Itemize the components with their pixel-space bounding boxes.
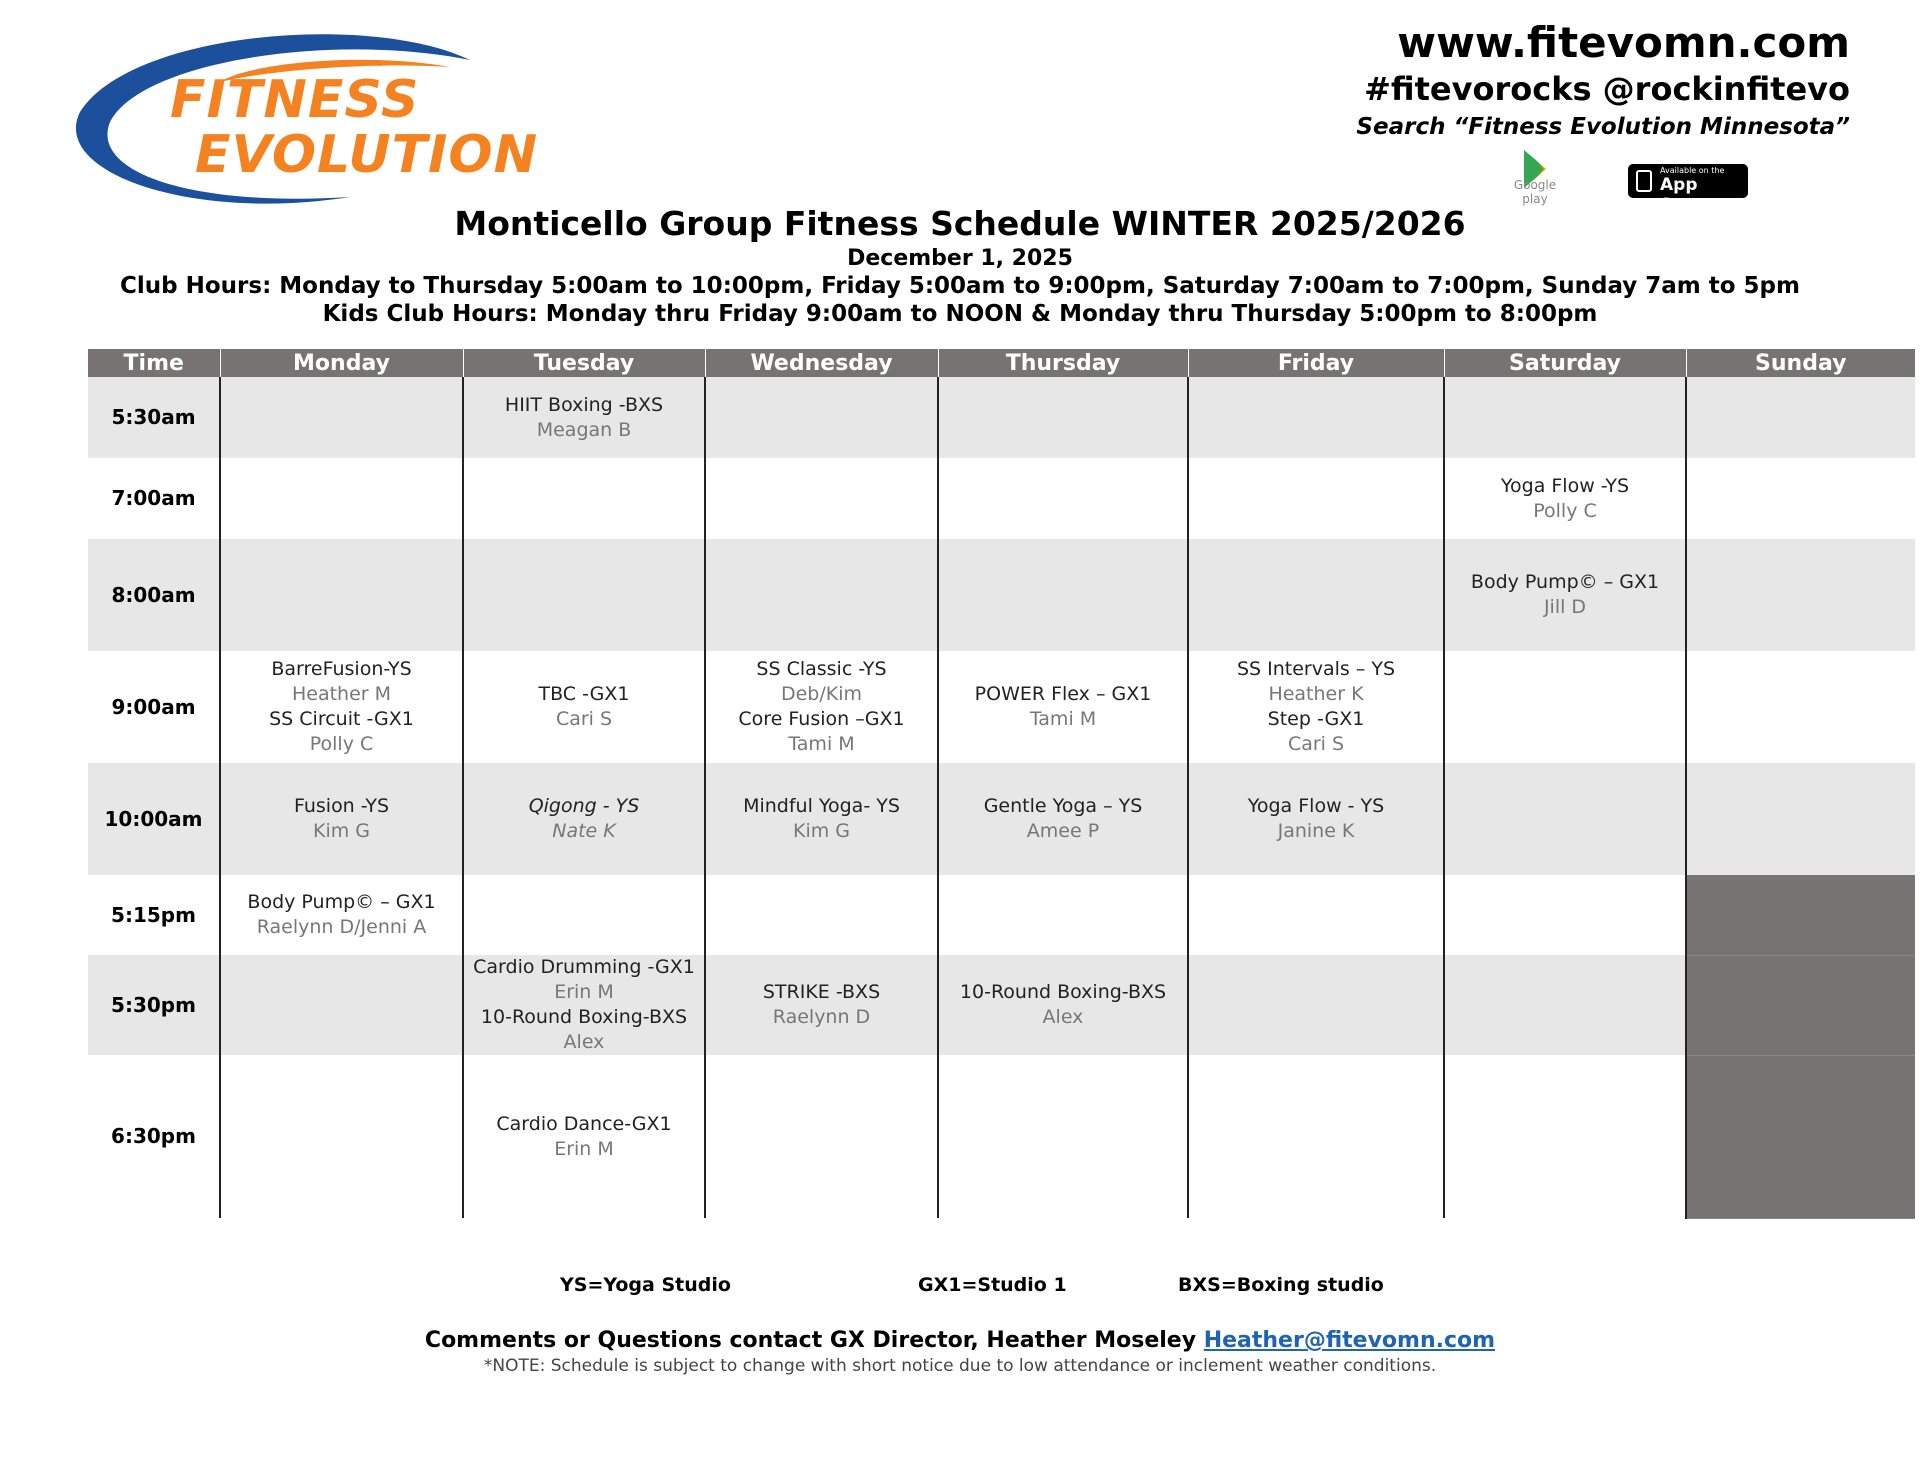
schedule-cell xyxy=(705,763,938,875)
instructor-name: Erin M xyxy=(554,1137,614,1160)
schedule-cell xyxy=(1444,651,1686,763)
column-header: Wednesday xyxy=(705,349,938,377)
instructor-name: Tami M xyxy=(1029,708,1097,730)
table-row xyxy=(88,763,1915,875)
table-row xyxy=(88,875,1915,955)
instructor-name: Amee P xyxy=(1026,820,1100,842)
schedule-cell xyxy=(220,377,463,458)
schedule-cell xyxy=(1686,875,1915,955)
time-cell: 5:15pm xyxy=(111,902,196,927)
schedule-table xyxy=(88,349,1915,1219)
schedule-cell xyxy=(1444,458,1686,539)
instructor-name: Tami M xyxy=(788,733,855,755)
schedule-cell xyxy=(463,458,705,539)
schedule-cell xyxy=(220,955,463,1055)
instructor-name: Janine K xyxy=(1277,820,1355,842)
schedule-cell xyxy=(1444,539,1686,651)
column-header: Time xyxy=(88,349,220,377)
schedule-cell xyxy=(463,377,705,458)
schedule-cell xyxy=(938,651,1188,763)
time-cell: 9:00am xyxy=(111,694,196,719)
class-name: 10-Round Boxing-BXS xyxy=(959,981,1167,1003)
phone-icon xyxy=(1636,170,1652,192)
table-row xyxy=(88,1055,1915,1218)
schedule-cell xyxy=(220,1055,463,1218)
schedule-note: *NOTE: Schedule is subject to change with short notice due to low attendance or inclement weather conditions. xyxy=(483,1356,1437,1376)
column-header: Saturday xyxy=(1444,349,1686,377)
column-header: Sunday xyxy=(1686,349,1915,377)
time-cell: 6:30pm xyxy=(111,1124,196,1148)
table-row xyxy=(88,458,1915,539)
schedule-cell xyxy=(705,955,938,1055)
website-url[interactable]: www.fitevomn.com xyxy=(1397,18,1850,67)
schedule-cell xyxy=(1444,377,1686,458)
class-name: Yoga Flow - YS xyxy=(1247,795,1385,817)
column-header: Friday xyxy=(1188,349,1444,377)
schedule-cell xyxy=(938,1055,1188,1218)
schedule-cell xyxy=(1686,651,1915,763)
class-name: BarreFusion-YS xyxy=(271,658,412,680)
class-name: Body Pump© – GX1 xyxy=(247,891,436,913)
schedule-cell xyxy=(1444,1055,1686,1218)
schedule-cell xyxy=(1686,377,1915,458)
class-name: SS Circuit -GX1 xyxy=(269,708,414,730)
column-header: Monday xyxy=(220,349,463,377)
class-name: 10-Round Boxing-BXS xyxy=(480,1006,688,1028)
instructor-name: Heather M xyxy=(291,683,392,705)
class-name: SS Intervals – YS xyxy=(1236,658,1396,680)
column-header: Thursday xyxy=(938,349,1188,377)
legend-boxing-studio: BXS=Boxing studio xyxy=(1178,1274,1384,1296)
kids-club-text: Monday thru Friday 9:00am to NOON & Monday thru Thursday 5:00pm to 8:00pm xyxy=(537,301,1598,327)
class-name: Fusion -YS xyxy=(293,795,390,817)
instructor-name: Meagan B xyxy=(536,418,632,441)
schedule-cell xyxy=(1188,955,1444,1055)
class-name: Core Fusion –GX1 xyxy=(738,708,905,730)
contact-text: Comments or Questions contact GX Director, Heather Moseley xyxy=(424,1328,1204,1353)
schedule-cell xyxy=(1188,377,1444,458)
schedule-cell xyxy=(1686,955,1915,1055)
time-cell: 5:30pm xyxy=(88,955,220,1055)
schedule-header-row xyxy=(88,349,1915,377)
class-name: Yoga Flow -YS xyxy=(1500,474,1630,497)
class-name: Step -GX1 xyxy=(1267,708,1365,730)
schedule-cell xyxy=(705,539,938,651)
google-play-label: Google play xyxy=(1513,178,1557,206)
time-cell: 10:00am xyxy=(88,763,220,875)
instructor-name: Cari S xyxy=(1287,733,1345,755)
app-store-badge[interactable] xyxy=(1628,164,1748,215)
schedule-cell xyxy=(1188,763,1444,875)
schedule-cell xyxy=(220,651,463,763)
class-name: TBC -GX1 xyxy=(538,683,630,705)
class-name: Body Pump© – GX1 xyxy=(1470,571,1660,593)
schedule-cell xyxy=(705,875,938,955)
column-header: Tuesday xyxy=(463,349,705,377)
class-name: Qigong - YS xyxy=(528,795,640,817)
schedule-cell xyxy=(1188,1055,1444,1218)
schedule-cell xyxy=(1188,539,1444,651)
schedule-cell xyxy=(1188,651,1444,763)
club-hours-text: Monday to Thursday 5:00am to 10:00pm, Friday 5:00am to 9:00pm, Saturday 7:00am to 7:00pm, Sunday 7am to 5pm xyxy=(271,273,1800,299)
instructor-name: Polly C xyxy=(1533,499,1597,522)
instructor-name: Erin M xyxy=(554,981,614,1003)
kids-club-label: Kids Club Hours: xyxy=(322,301,538,327)
class-name: Gentle Yoga – YS xyxy=(983,795,1143,817)
schedule-cell xyxy=(1188,875,1444,955)
instructor-name: Alex xyxy=(563,1031,605,1053)
instructor-name: Kim G xyxy=(792,820,850,842)
app-store-small-label: Available on the xyxy=(1660,166,1725,175)
schedule-cell xyxy=(220,539,463,651)
class-name: HIIT Boxing -BXS xyxy=(504,393,664,416)
schedule-cell xyxy=(1188,458,1444,539)
schedule-cell xyxy=(1686,763,1915,875)
contact-line xyxy=(0,1328,1920,1353)
logo-line-1: FITNESS xyxy=(170,70,420,130)
instructor-name: Deb/Kim xyxy=(780,683,863,705)
schedule-cell xyxy=(463,875,705,955)
table-row xyxy=(88,377,1915,458)
social-handles: #fitevorocks @rockinfitevo xyxy=(1364,70,1850,108)
schedule-cell xyxy=(938,539,1188,651)
contact-email-link[interactable]: Heather@fitevomn.com xyxy=(1203,1328,1496,1353)
class-name: SS Classic -YS xyxy=(756,658,887,680)
instructor-name: Heather K xyxy=(1268,683,1364,705)
google-play-badge[interactable] xyxy=(1500,148,1570,206)
schedule-cell xyxy=(705,458,938,539)
instructor-name: Jill D xyxy=(1543,596,1587,618)
class-name: Mindful Yoga- YS xyxy=(743,795,900,817)
table-row xyxy=(88,539,1915,651)
schedule-cell xyxy=(1444,875,1686,955)
time-cell: 8:00am xyxy=(88,539,220,651)
legend-studio-1: GX1=Studio 1 xyxy=(918,1274,1067,1296)
search-hint: Search “Fitness Evolution Minnesota” xyxy=(1356,114,1850,140)
time-cell: 5:30am xyxy=(88,377,220,458)
schedule-cell xyxy=(220,875,463,955)
schedule-cell xyxy=(938,377,1188,458)
schedule-cell xyxy=(1444,955,1686,1055)
club-hours-label: Club Hours: xyxy=(120,273,272,299)
instructor-name: Alex xyxy=(1042,1006,1084,1028)
kids-club-hours xyxy=(0,301,1920,327)
schedule-date: December 1, 2025 xyxy=(847,246,1073,271)
schedule-cell xyxy=(1686,458,1915,539)
schedule-cell xyxy=(1686,539,1915,651)
instructor-name: Nate K xyxy=(552,820,616,842)
schedule-cell xyxy=(220,763,463,875)
class-name: Cardio Drumming -GX1 xyxy=(473,956,695,978)
instructor-name: Raelynn D xyxy=(772,1006,871,1028)
class-name: Cardio Dance-GX1 xyxy=(496,1112,672,1135)
instructor-name: Cari S xyxy=(555,708,613,730)
legend-yoga-studio: YS=Yoga Studio xyxy=(560,1274,731,1296)
club-hours xyxy=(0,273,1920,299)
class-name: POWER Flex – GX1 xyxy=(974,683,1152,705)
schedule-cell xyxy=(220,458,463,539)
schedule-cell xyxy=(938,763,1188,875)
instructor-name: Polly C xyxy=(309,733,374,755)
table-row xyxy=(88,955,1915,1055)
schedule-cell xyxy=(705,651,938,763)
schedule-cell xyxy=(463,539,705,651)
schedule-cell xyxy=(1444,763,1686,875)
page-title: Monticello Group Fitness Schedule WINTER 2025/2026 xyxy=(454,204,1466,243)
schedule-cell xyxy=(938,955,1188,1055)
schedule-cell xyxy=(938,875,1188,955)
fitness-evolution-logo xyxy=(70,22,560,212)
schedule-cell xyxy=(705,377,938,458)
app-store-label: App Store xyxy=(1660,175,1712,215)
time-cell: 7:00am xyxy=(111,486,196,510)
schedule-cell xyxy=(938,458,1188,539)
schedule-cell xyxy=(705,1055,938,1218)
class-name: STRIKE -BXS xyxy=(762,981,881,1003)
schedule-cell xyxy=(463,955,705,1055)
table-row xyxy=(88,651,1915,763)
instructor-name: Kim G xyxy=(312,820,370,842)
instructor-name: Raelynn D/Jenni A xyxy=(256,916,427,938)
schedule-cell xyxy=(463,1055,705,1218)
schedule-cell xyxy=(1686,1055,1915,1218)
schedule-cell xyxy=(463,651,705,763)
schedule-cell xyxy=(463,763,705,875)
logo-line-2: EVOLUTION xyxy=(195,125,539,185)
